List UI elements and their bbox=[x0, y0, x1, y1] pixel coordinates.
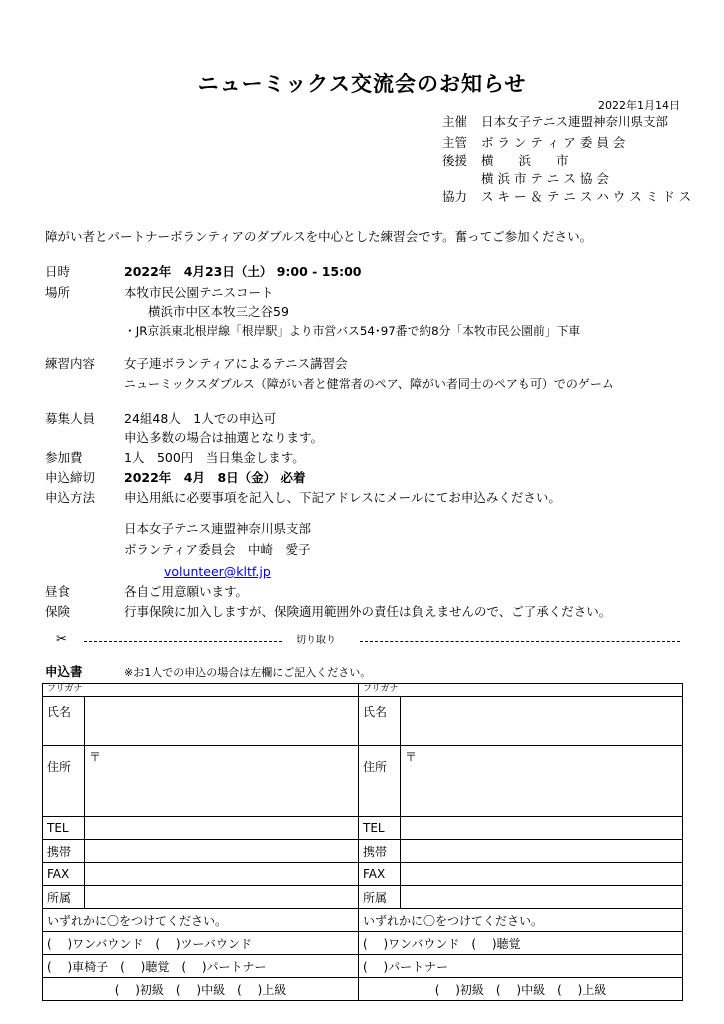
organizer-label: 後援 bbox=[442, 153, 468, 168]
mobile-field[interactable] bbox=[401, 840, 683, 863]
mobile-field[interactable] bbox=[85, 840, 359, 863]
organizer-value: 横 浜 市 bbox=[481, 153, 569, 168]
organizer-label: 主催 bbox=[442, 114, 468, 129]
bounce-options[interactable]: ( )ワンバウンド ( )ツーバウンド bbox=[43, 932, 359, 955]
form-note: ※お1人での申込の場合は左欄にご記入ください。 bbox=[124, 666, 372, 679]
method-value: 申込用紙に必要事項を記入し、下記アドレスにメールにてお申込みください。 bbox=[124, 490, 561, 505]
address-field[interactable] bbox=[85, 746, 359, 817]
form-heading: 申込書 bbox=[45, 664, 83, 679]
organizer-value: 横 浜 市 テ ニ ス 協 会 bbox=[481, 171, 609, 186]
recruit-line: 申込多数の場合は抽選となります。 bbox=[124, 430, 324, 445]
datetime-label: 日時 bbox=[45, 264, 71, 279]
intro-text: 障がい者とパートナーボランティアのダブルスを中心とした練習会です。奮ってご参加ください。 bbox=[45, 229, 593, 244]
circle-prompt: いずれかに〇をつけてください。 bbox=[359, 909, 683, 932]
affiliation-label: 所属 bbox=[43, 886, 85, 909]
cut-line-left bbox=[84, 641, 282, 642]
mobile-label: 携帯 bbox=[43, 840, 85, 863]
fee-label: 参加費 bbox=[45, 450, 83, 465]
place-label: 場所 bbox=[45, 285, 71, 300]
fax-label: FAX bbox=[359, 863, 401, 886]
tel-label: TEL bbox=[43, 817, 85, 840]
circle-prompt: いずれかに〇をつけてください。 bbox=[43, 909, 359, 932]
datetime-value: 2022年 4月23日（土） 9:00 - 15:00 bbox=[124, 264, 362, 279]
page-title: ニューミックス交流会のお知らせ bbox=[197, 72, 527, 96]
deadline-label: 申込締切 bbox=[45, 470, 96, 485]
tel-field[interactable] bbox=[85, 817, 359, 840]
organizer-value: 日本女子テニス連盟神奈川県支部 bbox=[481, 114, 669, 129]
level-options[interactable]: ( )初級 ( )中級 ( )上級 bbox=[359, 978, 683, 1001]
fee-value: 1人 500円 当日集金します。 bbox=[124, 450, 305, 465]
affiliation-field[interactable] bbox=[85, 886, 359, 909]
insurance-label: 保険 bbox=[45, 604, 71, 619]
name-label: 氏名 bbox=[359, 697, 401, 746]
contact-org: 日本女子テニス連盟神奈川県支部 bbox=[124, 521, 312, 536]
application-form bbox=[42, 683, 683, 1001]
bounce-options[interactable]: ( )ワンバウンド ( )聴覚 bbox=[359, 932, 683, 955]
place-name: 本牧市民公園テニスコート bbox=[124, 285, 274, 300]
content-label: 練習内容 bbox=[45, 356, 96, 371]
organizer-label: 協力 bbox=[442, 189, 468, 204]
fax-field[interactable] bbox=[85, 863, 359, 886]
contact-person: ボランティア委員会 中崎 愛子 bbox=[124, 542, 311, 557]
method-label: 申込方法 bbox=[45, 490, 96, 505]
address-field[interactable] bbox=[401, 746, 683, 817]
address-label: 住所 bbox=[43, 746, 85, 817]
mobile-label: 携帯 bbox=[359, 840, 401, 863]
fax-label: FAX bbox=[43, 863, 85, 886]
issue-date: 2022年1月14日 bbox=[598, 99, 680, 112]
place-access: ・JR京浜東北根岸線「根岸駅」より市営バス54･97番で約8分「本牧市民公園前」下車 bbox=[124, 324, 581, 338]
insurance-value: 行事保険に加入しますが、保険適用範囲外の責任は負えませんので、ご了承ください。 bbox=[124, 604, 612, 619]
category-options[interactable]: ( )車椅子 ( )聴覚 ( )パートナー bbox=[43, 955, 359, 978]
recruit-line: 24組48人 1人での申込可 bbox=[124, 411, 277, 426]
cut-label: 切り取り bbox=[296, 635, 336, 646]
email-link[interactable]: volunteer@kltf.jp bbox=[164, 564, 271, 579]
scissors-icon: ✂ bbox=[56, 632, 67, 647]
organizer-label: 主管 bbox=[442, 135, 468, 150]
organizer-value: ボ ラ ン テ ィ ア 委 員 会 bbox=[481, 135, 626, 150]
name-field[interactable] bbox=[85, 697, 359, 746]
cut-line-right bbox=[360, 641, 680, 642]
name-label: 氏名 bbox=[43, 697, 85, 746]
furigana-label: フリガナ bbox=[359, 684, 683, 697]
affiliation-field[interactable] bbox=[401, 886, 683, 909]
tel-field[interactable] bbox=[401, 817, 683, 840]
fax-field[interactable] bbox=[401, 863, 683, 886]
recruit-label: 募集人員 bbox=[45, 411, 96, 426]
address-label: 住所 bbox=[359, 746, 401, 817]
place-address: 横浜市中区本牧三之谷59 bbox=[148, 304, 289, 319]
affiliation-label: 所属 bbox=[359, 886, 401, 909]
postal-mark: 〒 bbox=[89, 750, 102, 764]
content-line: ニューミックスダブルス（障がい者と健常者のペア、障がい者同士のペアも可）でのゲーム bbox=[124, 377, 614, 391]
lunch-value: 各自ご用意願います。 bbox=[124, 584, 249, 599]
content-line: 女子連ボランティアによるテニス講習会 bbox=[124, 356, 348, 371]
postal-mark: 〒 bbox=[405, 750, 418, 764]
category-options[interactable]: ( )パートナー bbox=[359, 955, 683, 978]
level-options[interactable]: ( )初級 ( )中級 ( )上級 bbox=[43, 978, 359, 1001]
lunch-label: 昼食 bbox=[45, 584, 71, 599]
furigana-label: フリガナ bbox=[43, 684, 359, 697]
organizer-value: ス キ ー ＆ テ ニ ス ハ ウ ス ミ ド ス bbox=[481, 189, 692, 204]
name-field[interactable] bbox=[401, 697, 683, 746]
tel-label: TEL bbox=[359, 817, 401, 840]
deadline-value: 2022年 4月 8日（金） 必着 bbox=[124, 470, 306, 485]
